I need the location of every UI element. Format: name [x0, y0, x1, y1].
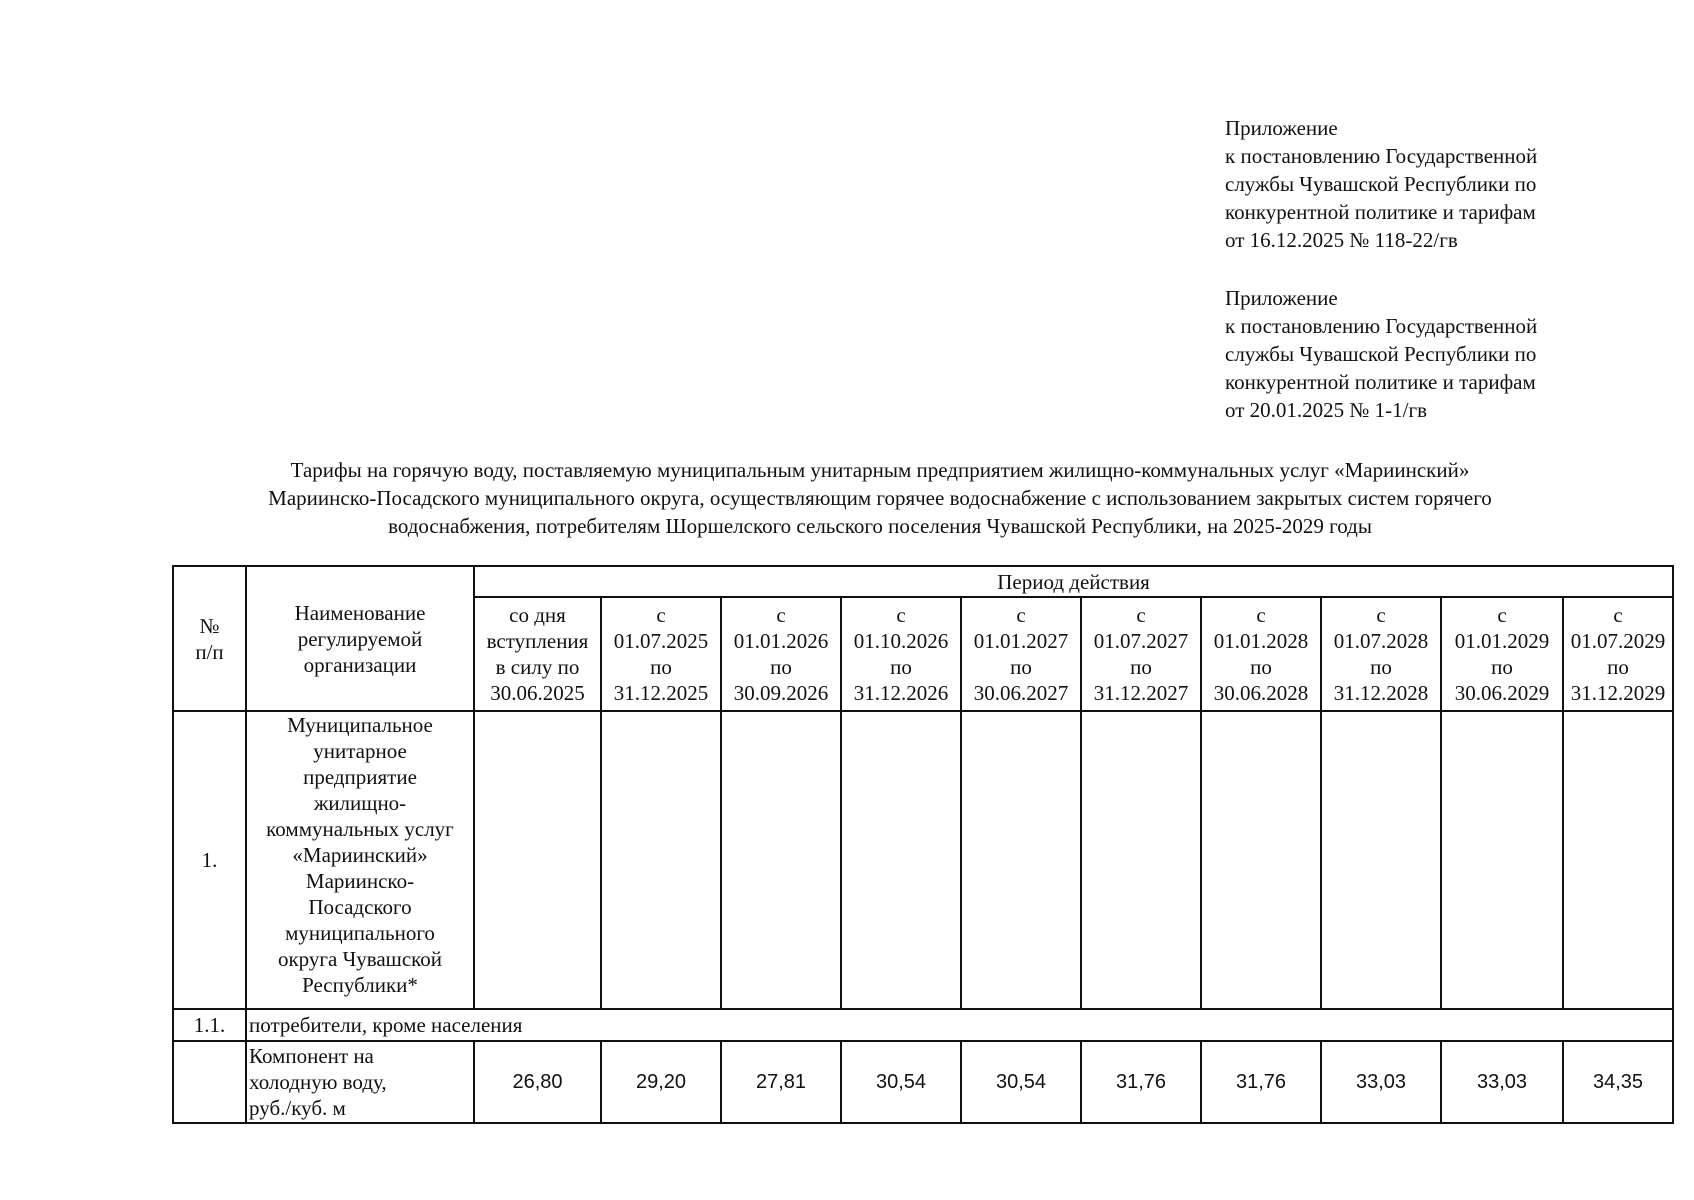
organization-header-line: организации [303, 652, 417, 677]
tariff-value: 34,35 [1563, 1041, 1673, 1123]
empty-cell [1321, 711, 1441, 1009]
period-line: по [1250, 655, 1272, 679]
title-line: водоснабжения, потребителям Шоршелского сельского поселения Чувашской Республики, на 2025-2029 годы [388, 514, 1372, 538]
empty-cell [961, 711, 1081, 1009]
period-line: 30.06.2027 [973, 681, 1069, 705]
period-column-header [841, 597, 961, 711]
period-line: 01.01.2028 [1213, 629, 1309, 653]
period-line: 31.12.2026 [853, 681, 949, 705]
period-line: 01.07.2027 [1093, 629, 1189, 653]
tariff-value: 27,81 [721, 1041, 841, 1123]
empty-cell [841, 711, 961, 1009]
tariff-value: 26,80 [474, 1041, 601, 1123]
period-column-header [961, 597, 1081, 711]
period-column-header [1563, 597, 1673, 711]
period-line: с [1497, 603, 1507, 627]
period-line: 01.01.2029 [1454, 629, 1550, 653]
period-column-header [1201, 597, 1321, 711]
group-label: потребители, кроме населения [246, 1009, 1673, 1041]
organization-name-line: округа Чувашской [277, 947, 443, 971]
period-line: 01.07.2028 [1333, 629, 1429, 653]
organization-header-line: Наименование [294, 600, 426, 625]
organization-name-line: Республики* [302, 973, 418, 997]
organization-name-line: Посадского [308, 895, 412, 919]
empty-cell [173, 1041, 246, 1123]
organization-name-line: унитарное [313, 739, 407, 763]
period-line: по [890, 655, 912, 679]
appendix-line: к постановлению Государственной [1225, 144, 1538, 168]
title-line: Тарифы на горячую воду, поставляемую муниципальным унитарным предприятием жилищно-коммунальных услуг «Мариинский» [290, 458, 1470, 482]
appendix-line: Приложение [1225, 286, 1338, 310]
tariff-value: 33,03 [1321, 1041, 1441, 1123]
row-number: 1.1. [173, 1009, 246, 1041]
appendix-original-block [1225, 284, 1665, 424]
organization-name-line: Муниципальное [287, 713, 433, 737]
component-label [246, 1041, 474, 1123]
empty-cell [1201, 711, 1321, 1009]
organization-header-line: регулируемой [297, 626, 423, 651]
period-line: 31.12.2027 [1093, 681, 1189, 705]
period-line: с [896, 603, 906, 627]
period-line: по [1130, 655, 1152, 679]
period-line: 01.10.2026 [853, 629, 949, 653]
document-title [150, 456, 1610, 540]
title-line: Мариинско-Посадского муниципального округа, осуществляющим горячее водоснабжение с использованием закрытых систем горячего [268, 486, 1492, 510]
period-line: в силу по [495, 655, 580, 679]
period-line: по [1370, 655, 1392, 679]
organization-name-line: Мариинско- [305, 869, 415, 893]
tariff-value: 33,03 [1441, 1041, 1563, 1123]
period-line: 30.06.2029 [1454, 681, 1550, 705]
component-row [173, 1041, 1673, 1123]
empty-cell [1081, 711, 1201, 1009]
organization-name-line: предприятие [303, 765, 417, 789]
period-column-header [1081, 597, 1201, 711]
period-line: 30.09.2026 [733, 681, 829, 705]
organization-name-line: муниципального [285, 921, 435, 945]
group-row [173, 1009, 1673, 1041]
tariff-value: 29,20 [601, 1041, 721, 1123]
appendix-line: конкурентной политике и тарифам [1225, 370, 1536, 394]
component-label-line: холодную воду, [249, 1070, 387, 1094]
tariff-value: 31,76 [1081, 1041, 1201, 1123]
organization-name-line: коммунальных услуг [266, 817, 454, 841]
period-line: по [1491, 655, 1513, 679]
period-line: 01.07.2025 [613, 629, 709, 653]
period-line: с [656, 603, 666, 627]
period-line: по [1010, 655, 1032, 679]
empty-cell [601, 711, 721, 1009]
period-line: 01.01.2026 [733, 629, 829, 653]
period-line: с [1256, 603, 1266, 627]
period-line: с [1016, 603, 1026, 627]
period-column-header [721, 597, 841, 711]
organization-row [173, 711, 1673, 1009]
period-column-header [1441, 597, 1563, 711]
header-row-1 [173, 566, 1673, 597]
appendix-line: службы Чувашской Республики по [1225, 172, 1537, 196]
tariff-value: 30,54 [961, 1041, 1081, 1123]
tariff-table [172, 565, 1674, 1124]
appendix-current-block [1225, 114, 1665, 254]
appendix-line: от 20.01.2025 № 1-1/гв [1225, 398, 1428, 422]
period-line: 31.12.2025 [613, 681, 709, 705]
period-line: по [1607, 655, 1629, 679]
period-line: 01.07.2029 [1570, 629, 1666, 653]
empty-cell [1563, 711, 1673, 1009]
period-line: по [650, 655, 672, 679]
appendix-line: конкурентной политике и тарифам [1225, 200, 1536, 224]
period-line: 31.12.2028 [1333, 681, 1429, 705]
period-column-header [474, 597, 601, 711]
tariff-value: 30,54 [841, 1041, 961, 1123]
period-line: по [770, 655, 792, 679]
period-line: 31.12.2029 [1570, 681, 1666, 705]
period-line: с [1136, 603, 1146, 627]
period-line: 01.01.2027 [973, 629, 1069, 653]
appendix-line: Приложение [1225, 116, 1338, 140]
organization-name [246, 711, 474, 1009]
period-line: с [776, 603, 786, 627]
empty-cell [1441, 711, 1563, 1009]
period-line: со дня [509, 603, 566, 627]
component-label-line: руб./куб. м [249, 1096, 346, 1120]
period-line: вступления [486, 629, 589, 653]
organization-name-line: «Мариинский» [292, 843, 428, 867]
tariff-value: 31,76 [1201, 1041, 1321, 1123]
appendix-line: службы Чувашской Республики по [1225, 342, 1537, 366]
appendix-line: от 16.12.2025 № 118-22/гв [1225, 228, 1458, 252]
number-header [173, 566, 246, 711]
organization-header [246, 566, 474, 711]
appendix-line: к постановлению Государственной [1225, 314, 1538, 338]
empty-cell [721, 711, 841, 1009]
period-header: Период действия [474, 566, 1673, 597]
period-line: 30.06.2025 [490, 681, 585, 705]
component-label-line: Компонент на [249, 1044, 374, 1068]
period-line: 30.06.2028 [1213, 681, 1309, 705]
row-number: 1. [173, 711, 246, 1009]
period-line: с [1376, 603, 1386, 627]
empty-cell [474, 711, 601, 1009]
period-column-header [1321, 597, 1441, 711]
organization-name-line: жилищно- [313, 791, 407, 815]
number-header-line: № [199, 613, 220, 638]
period-column-header [601, 597, 721, 711]
number-header-line: п/п [195, 639, 224, 664]
period-line: с [1613, 603, 1623, 627]
